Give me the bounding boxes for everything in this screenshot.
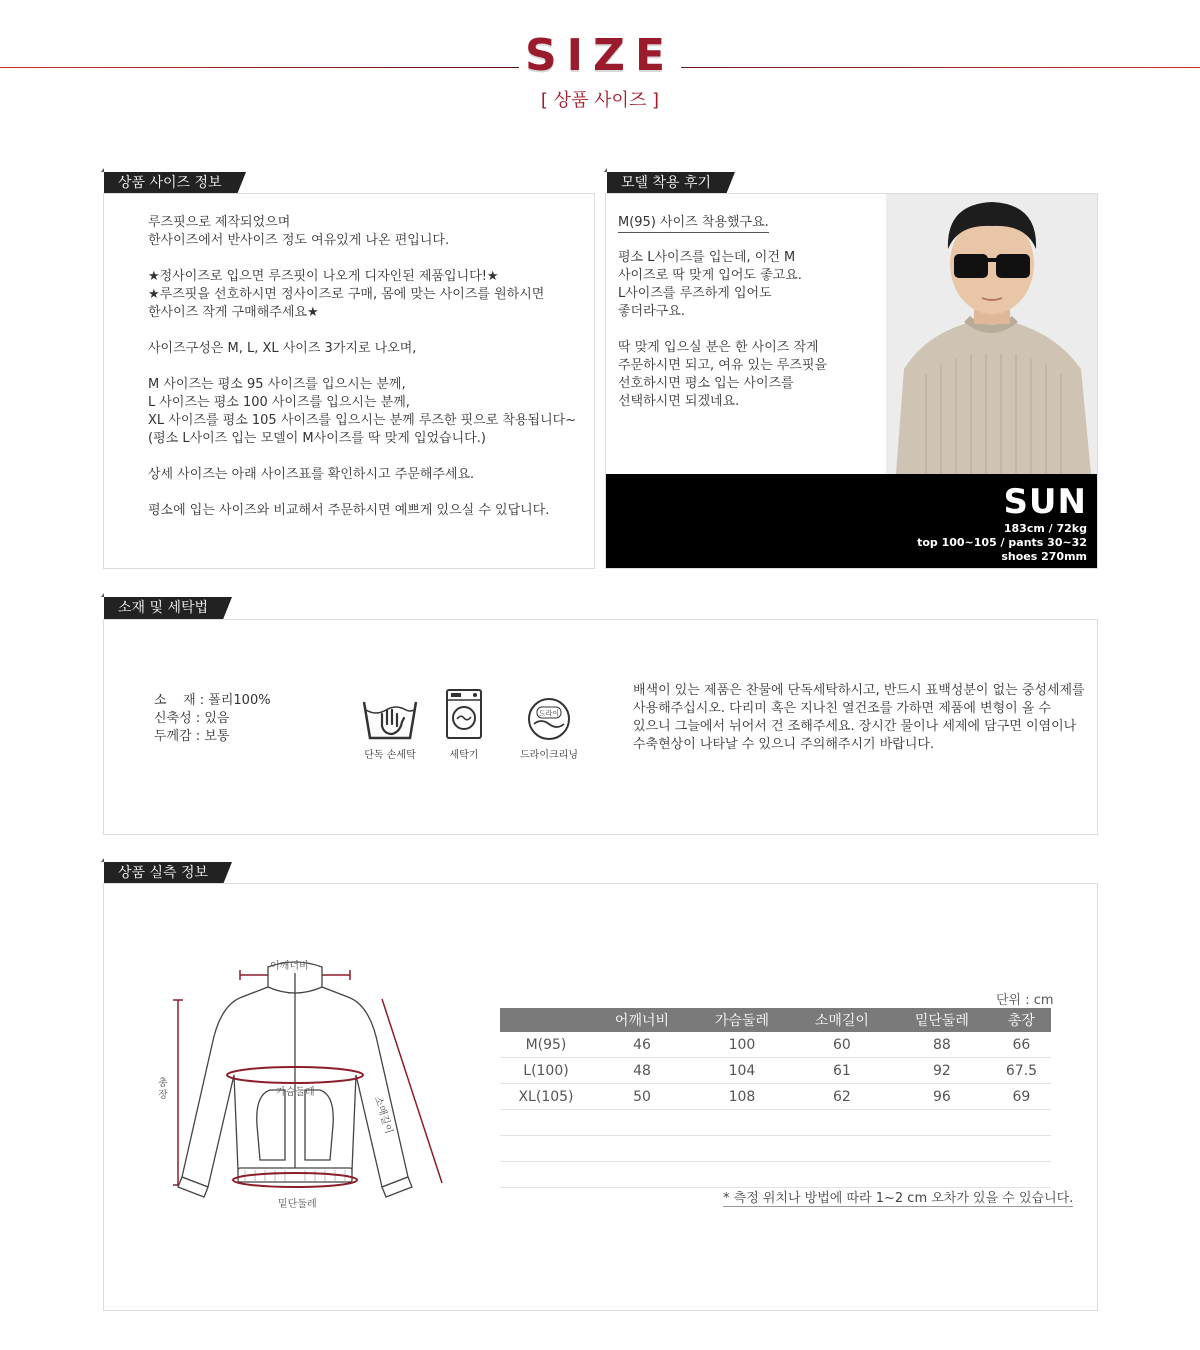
- material-box: [103, 619, 1098, 835]
- table-cell: L(100): [500, 1058, 592, 1084]
- tab-model-review: 모델 착용 후기: [607, 172, 725, 197]
- care-note-line: 있으니 그늘에서 뉘어서 건 조해주세요. 장시간 물이나 세제에 담구면 이염이나: [633, 719, 1077, 734]
- page-subtitle: [ 상품 사이즈 ]: [540, 90, 660, 111]
- table-row-empty: [500, 1162, 1051, 1188]
- model-spec-shoes: shoes 270mm: [1001, 550, 1087, 563]
- table-cell: 50: [592, 1084, 692, 1110]
- table-cell: M(95): [500, 1032, 592, 1058]
- model-review-line: 선호하시면 평소 입는 사이즈를: [618, 376, 794, 391]
- size-info-box: [103, 193, 595, 569]
- size-info-text: [148, 214, 576, 520]
- table-cell: 92: [892, 1058, 992, 1084]
- size-table: [500, 1008, 1051, 1188]
- table-header-cell: 소매길이: [792, 1008, 892, 1032]
- size-info-line: 상세 사이즈는 아래 사이즈표를 확인하시고 주문해주세요.: [148, 467, 475, 482]
- size-info-line: [148, 358, 576, 376]
- diagram-label-shoulder: 어깨너비: [270, 961, 309, 972]
- tab-size-info: 상품 사이즈 정보: [104, 172, 236, 197]
- size-info-line: ★루즈핏을 선호하시면 정사이즈로 구매, 몸에 맞는 사이즈를 원하시면: [148, 287, 545, 302]
- table-header-cell: 총장: [992, 1008, 1051, 1032]
- diagram-label-hem: 밑단둘레: [278, 1199, 317, 1210]
- table-cell: 61: [792, 1058, 892, 1084]
- tab-material: 소재 및 세탁법: [104, 597, 222, 622]
- model-name: SUN: [1003, 482, 1087, 522]
- table-cell: 96: [892, 1084, 992, 1110]
- model-review-line: 선택하시면 되겠네요.: [618, 394, 740, 409]
- table-cell: 46: [592, 1032, 692, 1058]
- dry-clean-icon-text: 드라이: [538, 709, 560, 718]
- dry-clean-icon: [526, 696, 572, 742]
- material-row-stretch: 신축성 : 있음: [154, 711, 230, 726]
- model-size-worn: M(95) 사이즈 착용했구요.: [618, 214, 769, 233]
- table-row: [500, 1058, 1051, 1084]
- model-info-panel: [606, 474, 1097, 568]
- model-review-box: [605, 193, 1098, 569]
- care-note-line: 수축현상이 나타날 수 있으니 주의해주시기 바랍니다.: [633, 737, 935, 752]
- hand-wash-icon: [360, 696, 420, 742]
- measurement-note: * 측정 위치나 방법에 따라 1~2 cm 오차가 있을 수 있습니다.: [723, 1187, 1073, 1207]
- table-cell: 60: [792, 1032, 892, 1058]
- table-cell: 104: [692, 1058, 792, 1084]
- table-cell: 108: [692, 1084, 792, 1110]
- table-row: [500, 1032, 1051, 1058]
- size-info-line: 루즈핏으로 제작되었으며: [148, 215, 291, 230]
- model-photo: [886, 194, 1097, 474]
- diagram-label-sleeve: 소매길이: [371, 1095, 395, 1136]
- table-header-cell: 밑단둘레: [892, 1008, 992, 1032]
- table-cell: 62: [792, 1084, 892, 1110]
- care-note-line: 배색이 있는 제품은 찬물에 단독세탁하시고, 반드시 표백성분이 없는 중성세제를: [633, 683, 1085, 698]
- table-header-cell: [500, 1008, 592, 1032]
- size-info-line: 한사이즈 작게 구매해주세요★: [148, 305, 319, 320]
- size-info-line: [148, 250, 576, 268]
- size-info-line: [148, 322, 576, 340]
- care-note-text: [633, 682, 1085, 754]
- model-spec-body: 183cm / 72kg: [1003, 522, 1087, 535]
- table-cell: 48: [592, 1058, 692, 1084]
- model-review-line: 평소 L사이즈를 입는데, 이건 M: [618, 250, 796, 265]
- dry-clean-label: 드라이크리닝: [520, 750, 578, 761]
- table-row: [500, 1084, 1051, 1110]
- table-cell: 88: [892, 1032, 992, 1058]
- washing-machine-icon: [445, 688, 483, 740]
- care-note-line: 사용해주십시오. 다리미 혹은 지나친 열건조를 가하면 제품에 변형이 올 수: [633, 701, 1052, 716]
- table-header-cell: 어깨너비: [592, 1008, 692, 1032]
- size-info-line: (평소 L사이즈 입는 모델이 M사이즈를 딱 맞게 입었습니다.): [148, 431, 486, 446]
- tab-measurement: 상품 실측 정보: [104, 862, 222, 887]
- hand-wash-label: 단독 손세탁: [364, 750, 416, 761]
- size-info-line: L 사이즈는 평소 100 사이즈를 입으시는 분께,: [148, 395, 410, 410]
- unit-label: 단위 : cm: [996, 993, 1054, 1008]
- table-row-empty: [500, 1110, 1051, 1136]
- material-row-fabric: 소 재 : 폴리100%: [154, 693, 271, 708]
- size-info-line: 한사이즈에서 반사이즈 정도 여유있게 나온 편입니다.: [148, 233, 450, 248]
- diagram-label-chest: 가슴둘레: [276, 1087, 315, 1098]
- model-review-text: [618, 249, 827, 411]
- table-cell: XL(105): [500, 1084, 592, 1110]
- size-info-line: 사이즈구성은 M, L, XL 사이즈 3가지로 나오며,: [148, 341, 417, 356]
- size-info-line: [148, 448, 576, 466]
- model-review-line: 사이즈로 딱 맞게 입어도 좋고요.: [618, 268, 802, 283]
- table-row-empty: [500, 1136, 1051, 1162]
- size-info-line: ★정사이즈로 입으면 루즈핏이 나오게 디자인된 제품입니다!★: [148, 269, 499, 284]
- size-info-line: XL 사이즈를 평소 105 사이즈를 입으시는 분께 루즈한 핏으로 착용됩니다~: [148, 413, 577, 428]
- size-info-line: [148, 484, 576, 502]
- model-review-line: 딱 맞게 입으실 분은 한 사이즈 작게: [618, 340, 819, 355]
- table-header-row: [500, 1008, 1051, 1032]
- model-review-line: L사이즈를 루즈하게 입어도: [618, 286, 772, 301]
- page-title: SIZE: [0, 30, 1200, 81]
- table-header-cell: 가슴둘레: [692, 1008, 792, 1032]
- table-cell: 66: [992, 1032, 1051, 1058]
- size-info-line: 평소에 입는 사이즈와 비교해서 주문하시면 예쁘게 있으실 수 있답니다.: [148, 503, 550, 518]
- model-spec-sizes: top 100~105 / pants 30~32: [917, 536, 1087, 549]
- size-info-line: M 사이즈는 평소 95 사이즈를 입으시는 분께,: [148, 377, 406, 392]
- diagram-label-length: 총장: [158, 1078, 168, 1101]
- washing-machine-label: 세탁기: [449, 750, 479, 761]
- model-review-line: 주문하시면 되고, 여유 있는 루즈핏을: [618, 358, 828, 373]
- model-review-line: [618, 321, 827, 339]
- material-row-thickness: 두께감 : 보통: [154, 729, 230, 744]
- table-cell: 67.5: [992, 1058, 1051, 1084]
- table-cell: 69: [992, 1084, 1051, 1110]
- model-specs: [917, 522, 1087, 564]
- table-cell: 100: [692, 1032, 792, 1058]
- model-review-line: 좋더라구요.: [618, 304, 685, 319]
